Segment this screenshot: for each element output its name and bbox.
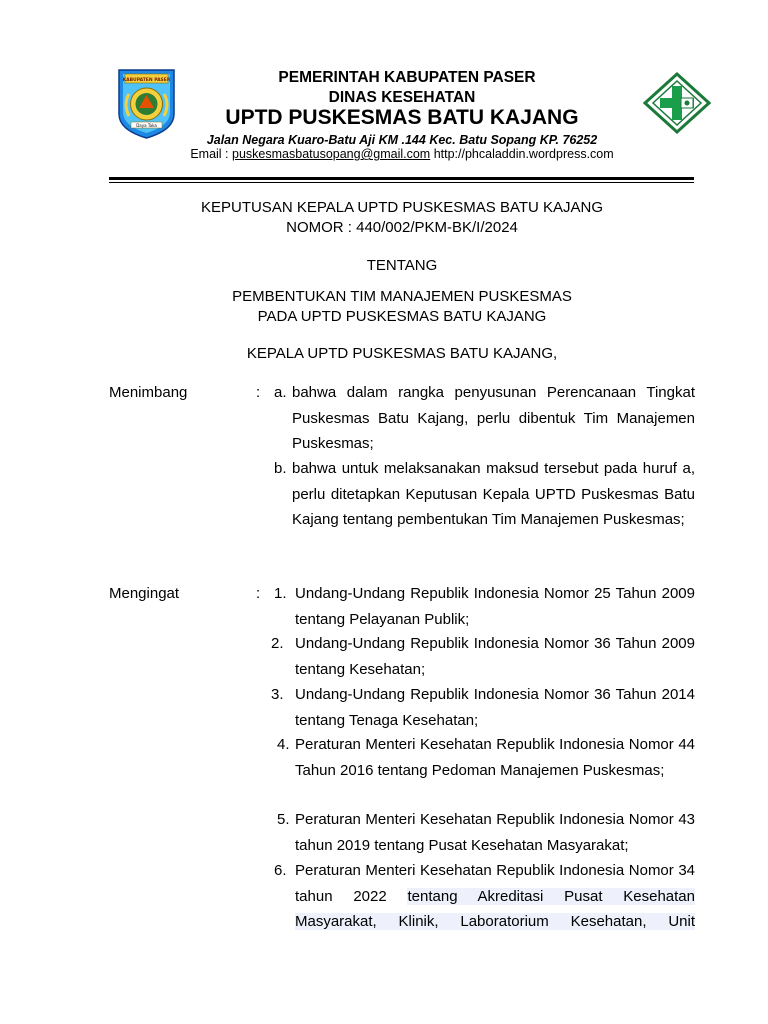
item-text-plain: Peraturan Menteri Kesehatan Republik Indonesia Nomor 34 tahun 2022 [295, 862, 695, 905]
item-marker: 4. [277, 736, 290, 753]
contact-line [0, 147, 768, 161]
item-text-highlighted: tentang Akreditasi Pusat Kesehatan Masyarakat, Klinik, Laboratorium Kesehatan, Unit [295, 887, 695, 930]
decree-number: NOMOR : 440/002/PKM-BK/I/2024 [286, 219, 518, 236]
mengingat-colon: : [256, 585, 261, 602]
menimbang-colon: : [256, 384, 261, 401]
item-text: bahwa untuk melaksanakan maksud tersebut pada huruf a, perlu ditetapkan Keputusan Kepala UPTD Puskesmas Batu Kajang tentang pembentukan Tim Manajemen Puskesmas; [292, 460, 695, 528]
item-marker: 3. [271, 686, 284, 703]
item-text: Undang-Undang Republik Indonesia Nomor 36 Tahun 2009 tentang Kesehatan; [295, 635, 695, 678]
item-text: Undang-Undang Republik Indonesia Nomor 25 Tahun 2009 tentang Pelayanan Publik; [295, 585, 695, 628]
mengingat-label: Mengingat [109, 585, 180, 602]
subject-line-1: PEMBENTUKAN TIM MANAJEMEN PUSKESMAS [232, 288, 572, 305]
address-line: Jalan Negara Kuaro-Batu Aji KM .144 Kec. Batu Sopang KP. 76252 [206, 133, 598, 147]
item-marker: a. [274, 384, 287, 401]
item-marker: 1. [274, 585, 287, 602]
item-marker: 2. [271, 635, 284, 652]
decree-title: KEPUTUSAN KEPALA UPTD PUSKESMAS BATU KAJANG [200, 199, 604, 216]
header-divider-thin [109, 182, 694, 183]
website-link[interactable]: http://phcaladdin.wordpress.com [430, 147, 614, 161]
email-label: Email : [190, 147, 233, 161]
department-name: DINAS KESEHATAN [328, 89, 476, 106]
emblem-motto-text: Daya Taka [136, 123, 157, 128]
mengingat-item-1 [274, 581, 695, 633]
emblem-banner-text: KABUPATEN PASER [122, 78, 171, 83]
item-text [295, 858, 695, 935]
item-text: bahwa dalam rangka penyusunan Perencanaan Tingkat Puskesmas Batu Kajang, perlu dibentuk Tim Manajemen Puskesmas; [292, 384, 695, 452]
authority-heading: KEPALA UPTD PUSKESMAS BATU KAJANG, [246, 345, 558, 362]
government-name: PEMERINTAH KABUPATEN PASER [278, 69, 536, 86]
item-text: Undang-Undang Republik Indonesia Nomor 36 Tahun 2014 tentang Tenaga Kesehatan; [295, 686, 695, 729]
institution-name: UPTD PUSKESMAS BATU KAJANG [225, 106, 579, 129]
item-marker: 6. [274, 862, 287, 879]
item-text: Peraturan Menteri Kesehatan Republik Indonesia Nomor 43 tahun 2019 tentang Pusat Kesehatan Masyarakat; [295, 811, 695, 854]
menimbang-item-b [274, 456, 695, 560]
subject-line-2: PADA UPTD PUSKESMAS BATU KAJANG [257, 308, 547, 325]
menimbang-label: Menimbang [109, 384, 188, 401]
header-divider-thick [109, 177, 694, 180]
email-link[interactable]: puskesmasbatusopang@gmail.com [232, 147, 431, 161]
menimbang-item-a [274, 380, 695, 460]
mengingat-item-2 [271, 631, 695, 683]
mengingat-item-3 [271, 682, 695, 734]
item-text: Peraturan Menteri Kesehatan Republik Indonesia Nomor 44 Tahun 2016 tentang Pedoman Manajemen Puskesmas; [295, 736, 695, 779]
item-marker: b. [274, 460, 287, 477]
mengingat-item-6 [274, 858, 695, 936]
mengingat-item-4 [277, 732, 695, 810]
item-marker: 5. [277, 811, 290, 828]
mengingat-item-5 [277, 807, 695, 859]
about-heading: TENTANG [366, 257, 438, 274]
